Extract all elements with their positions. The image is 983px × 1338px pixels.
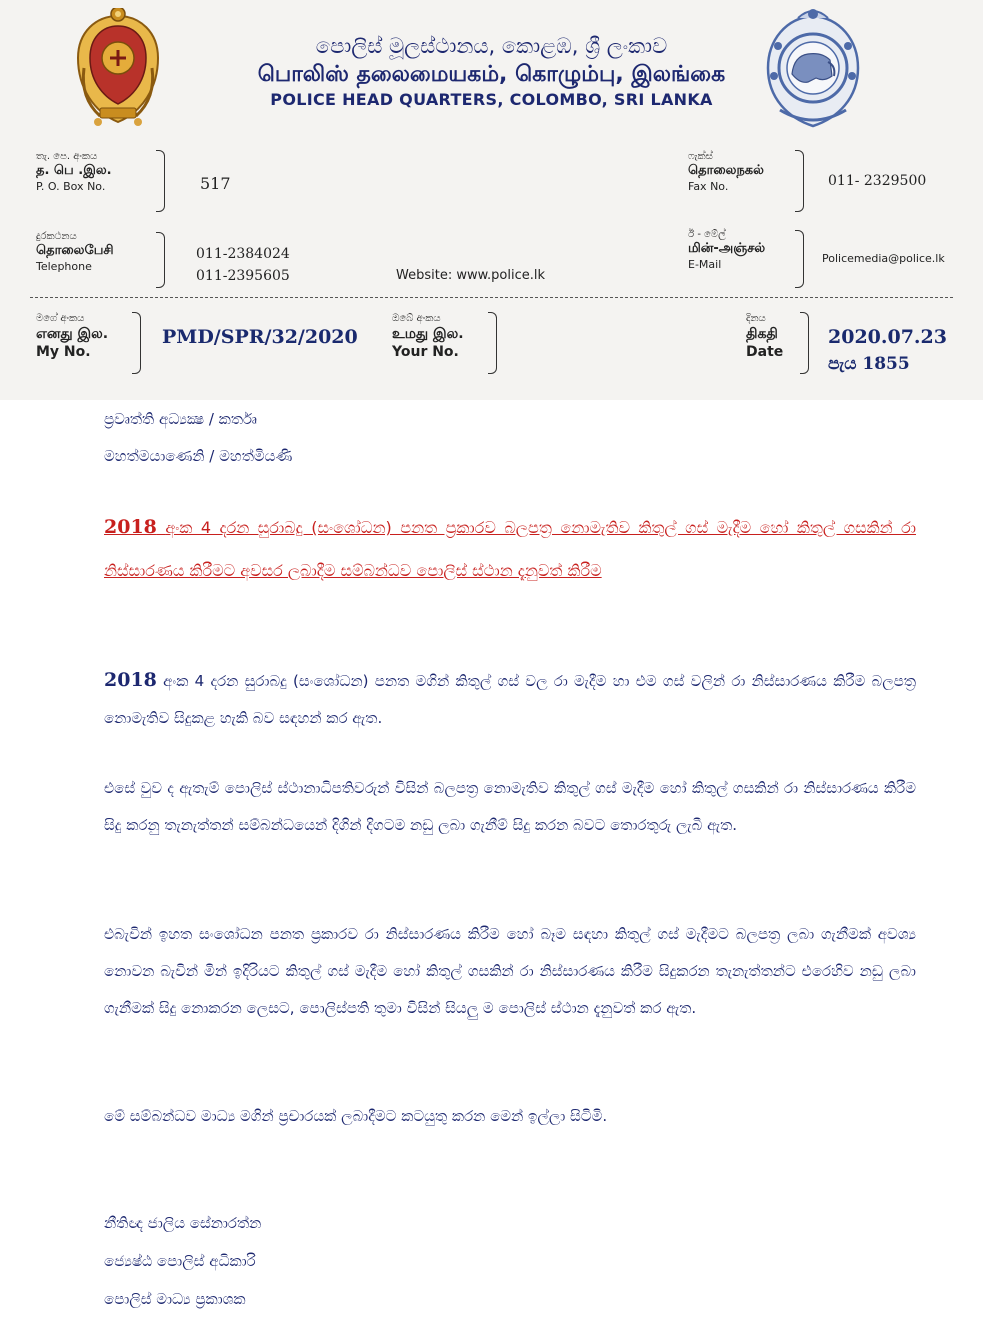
fax-label-si: ෆැක්ස්	[688, 151, 713, 162]
date-bracket	[800, 312, 809, 374]
website-link[interactable]: Website: www.police.lk	[396, 268, 546, 283]
date-time: පැය 1855	[828, 354, 910, 374]
fax-label-ta: தொலைநகல்	[688, 163, 764, 178]
email-value[interactable]: Policemedia@police.lk	[822, 252, 945, 265]
your-no-label-ta: உமது இல.	[392, 326, 464, 342]
date-label-ta: திகதி	[746, 326, 778, 342]
telephone-value-1: 011-2384024	[196, 246, 290, 262]
telephone-value-2: 011-2395605	[196, 268, 290, 284]
po-box-label	[36, 150, 112, 194]
paragraph-4: මේ සම්බන්ධව මාධ්‍ය මගින් ප්‍රචාරයක් ලබාදීමට කටයුතු කරන මෙන් ඉල්ලා සිටිමි.	[104, 1107, 608, 1125]
date-label	[746, 312, 783, 361]
signature-title: ජ්‍යෙෂ්ඨ පොලිස් අධිකාරි	[104, 1252, 256, 1270]
your-no-bracket	[488, 312, 497, 374]
subject-text: අංක 4 දරන සුරාබදු (සංශෝධන) පනත ප්‍රකාරව බලපත්‍ර නොමැතිව කිතුල් ගස් මැදීම හෝ කිතුල් ගසකින් රා නිස්සාරණය කිරීමට අවසර ලබාදීම සම්බන්ධව පොලිස් ස්ථාන දැනුවත් කිරීම	[104, 518, 916, 580]
po-box-bracket	[156, 150, 165, 212]
telephone-label-en: Telephone	[36, 259, 92, 273]
po-box-value: 517	[200, 174, 231, 193]
my-no-label-si: මගේ අංකය	[36, 313, 85, 324]
date-label-en: Date	[746, 344, 784, 361]
my-no-label-ta: எனது இல.	[36, 326, 109, 342]
header-title-tamil: பொலிஸ் தலைமையகம், கொழும்பு, இலங்கை	[257, 62, 726, 87]
letter-subject	[104, 506, 916, 592]
po-box-label-ta: த. பெ .இல.	[36, 163, 112, 178]
telephone-label	[36, 230, 114, 274]
po-box-label-si: තැ. පෙ. අංකය	[36, 151, 98, 162]
your-no-label-en: Your No.	[392, 344, 459, 361]
addressee-line-2: මහත්මයාණෙනි / මහත්මියණි	[104, 447, 293, 465]
my-no-bracket	[132, 312, 141, 374]
paragraph-1-year: 2018	[104, 669, 157, 691]
email-label-ta: மின்-அஞ்சல்	[688, 241, 766, 256]
fax-bracket	[795, 150, 804, 212]
email-label-en: E-Mail	[688, 257, 722, 271]
your-no-label	[392, 312, 464, 361]
telephone-label-si: දුරකථනය	[36, 231, 77, 242]
email-label-si: ඊ - මේල්	[688, 229, 726, 240]
paragraph-1-text: අංක 4 දරන සුරාබදු (සංශෝධන) පනත මගින් කිතුල් ගස් වල රා මැදීම හා එම ගස් වලින් රා නිස්සාරණය කිරීම බලපත්‍ර නොමැතිව සිදුකළ හැකි බව සඳහන් කර ඇත.	[104, 672, 916, 727]
date-label-si: දිනය	[746, 313, 766, 324]
signature-role: පොලිස් මාධ්‍ය ප්‍රකාශක	[104, 1290, 246, 1308]
header-divider	[30, 297, 953, 298]
telephone-label-ta: தொலைபேசி	[36, 243, 114, 258]
header-title-sinhala: පොලිස් මූලස්ථානය, කොළඹ, ශ්‍රී ලංකාව	[315, 34, 668, 58]
subject-year: 2018	[104, 516, 157, 538]
po-box-label-en: P. O. Box No.	[36, 179, 106, 193]
telephone-bracket	[156, 232, 165, 288]
your-no-label-si: ඔබේ අංකය	[392, 313, 441, 324]
my-no-label-en: My No.	[36, 344, 91, 361]
header-title-english: POLICE HEAD QUARTERS, COLOMBO, SRI LANKA	[270, 90, 713, 109]
paragraph-3: එබැවින් ඉහත සංශෝධන පනත ප්‍රකාරව රා නිස්සාරණය කිරීම හෝ බෑම සඳහා කිතුල් ගස් මැදීමට බලපත්‍ර ලබා ගැනීමක් අවශ්‍ය නොවන බැවින් මින් ඉදිරියට කිතුල් ගස් මැදීම හෝ කිතුල් ගසකින් රා නිස්සාරණය කිරීම සිදුකරන තැනැත්තන්ට එරෙහිව නඩු ලබා ගැනීමක් සිදු නොකරන ලෙසට, පොලිස්පති තුමා විසින් සියලු ම පොලිස් ස්ථාන දැනුවත් කර ඇත.	[104, 925, 916, 1017]
signature-name: නීතිඥ ජාලිය සේනාරත්න	[104, 1214, 262, 1232]
date-value: 2020.07.23	[828, 326, 947, 348]
my-no-label	[36, 312, 108, 361]
fax-value: 011- 2329500	[828, 173, 927, 189]
fax-label-en: Fax No.	[688, 179, 729, 193]
email-label	[688, 228, 765, 272]
email-bracket	[795, 230, 804, 288]
addressee-line-1: ප්‍රවෘත්ති අධ්‍යක්‍ෂ / කර්තෘ	[104, 410, 257, 428]
my-no-value: PMD/SPR/32/2020	[162, 326, 358, 348]
fax-label	[688, 150, 764, 194]
paragraph-1	[104, 662, 916, 737]
paragraph-2: එසේ වුව ද ඇතැම් පොලිස් ස්ථානාධිපතිවරුන් විසින් බලපත්‍ර නොමැතිව කිතුල් ගස් මැදීම හෝ කිතුල් ගසකින් රා නිස්සාරණය කිරීම සිදු කරනු තැනැත්තන් සම්බන්ධයෙන් දිගින් දිගටම නඩු ලබා ගැනීම් සිදු කරන බවට තොරතුරු ලැබී ඇත.	[104, 779, 916, 834]
